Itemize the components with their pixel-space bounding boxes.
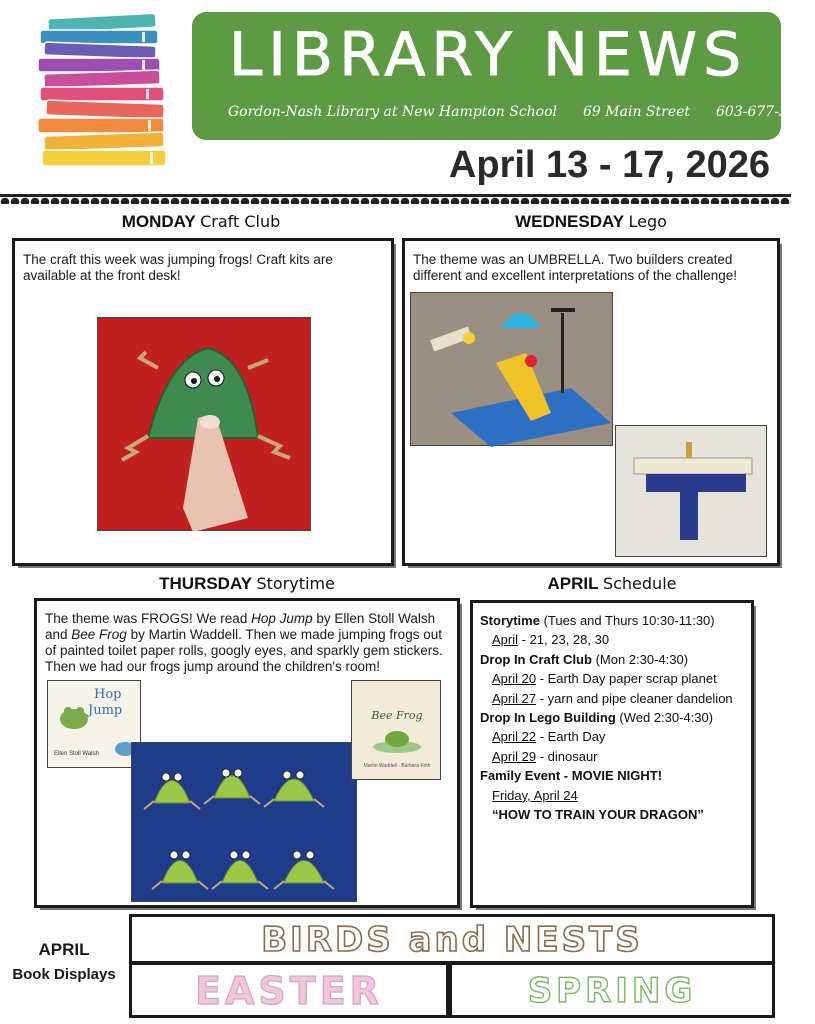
paper-frog-craft-photo xyxy=(97,317,311,531)
hop-jump-cover-title-a: Hop xyxy=(94,687,122,702)
lego-item-date: April 29 xyxy=(492,748,537,764)
display-birds-nests-text: BIRDS and NESTS xyxy=(261,920,643,960)
book-title-bee-frog: Bee Frog xyxy=(71,627,127,642)
book-title-hop-jump: Hop Jump xyxy=(251,611,313,626)
wednesday-panel xyxy=(402,238,780,566)
newsletter-banner xyxy=(192,12,815,140)
thursday-text xyxy=(45,611,455,675)
library-info xyxy=(228,104,815,120)
schedule-heading xyxy=(470,574,754,594)
schedule-list xyxy=(480,611,750,824)
frog-illustration-icon xyxy=(54,689,94,745)
display-spring xyxy=(449,962,775,1018)
library-address: 69 Main Street xyxy=(583,104,691,120)
craft-time: (Mon 2:30-4:30) xyxy=(595,651,689,667)
monday-panel xyxy=(12,238,394,566)
monday-day: MONDAY xyxy=(121,212,196,231)
display-spring-text: SPRING xyxy=(527,971,697,1011)
book-displays-title: Book Displays xyxy=(12,966,116,983)
book-displays-month: APRIL xyxy=(38,940,90,959)
wednesday-day: WEDNESDAY xyxy=(515,212,624,231)
schedule-heading-month: APRIL xyxy=(547,574,599,593)
library-name: Gordon-Nash Library at New Hampton School xyxy=(228,104,558,120)
bee-frog-cover-author: Martin Waddell · Barbara Firth xyxy=(363,763,431,769)
frog-illustration-icon xyxy=(370,725,424,755)
wednesday-heading xyxy=(402,212,780,232)
wednesday-event: Lego xyxy=(628,212,667,231)
lego-time: (Wed 2:30-4:30) xyxy=(619,710,714,726)
monday-event: Craft Club xyxy=(200,212,281,231)
monday-heading xyxy=(12,212,390,232)
lego-item-date: April 22 xyxy=(492,729,537,745)
schedule-panel xyxy=(470,600,754,908)
thursday-text-part: The theme was FROGS! We read xyxy=(45,611,252,626)
storytime-row xyxy=(480,611,750,630)
newsletter-date: April 13 - 17, 2026 xyxy=(448,144,770,186)
lego-umbrella-tower-photo xyxy=(615,425,767,557)
lego-umbrella-build-photo xyxy=(410,292,613,446)
display-easter xyxy=(129,962,449,1018)
newsletter-title: LIBRARY NEWS xyxy=(228,20,748,90)
hop-jump-cover-title-b: Jump xyxy=(88,703,123,718)
library-phone: 603-677-3740 xyxy=(716,104,815,120)
craft-item-desc: - Earth Day paper scrap planet xyxy=(536,671,717,687)
storytime-month: April xyxy=(492,632,519,648)
lego-item-desc: - dinosaur xyxy=(536,748,598,764)
frog-crafts-photo xyxy=(131,742,357,902)
thursday-heading xyxy=(34,574,460,594)
schedule-heading-label: Schedule xyxy=(602,574,677,593)
craft-item-desc: - yarn and pipe cleaner dandelion xyxy=(536,690,733,706)
stack-of-books-icon xyxy=(34,14,184,180)
craft-item-date: April 20 xyxy=(492,671,537,687)
lego-row xyxy=(480,708,750,727)
wednesday-text: The theme was an UMBRELLA. Two builders created different and excellent interpretations of the challenge! xyxy=(413,252,737,283)
monday-text: The craft this week was jumping frogs! Craft kits are available at the front desk! xyxy=(23,252,333,283)
craft-label: Drop In Craft Club xyxy=(480,651,592,667)
lego-item xyxy=(480,747,750,766)
storytime-dates-row xyxy=(480,630,750,649)
book-displays-label xyxy=(0,940,128,983)
craft-item xyxy=(480,669,750,688)
storytime-time: (Tues and Thurs 10:30-11:30) xyxy=(543,613,715,628)
lego-item-desc: - Earth Day xyxy=(536,729,606,745)
family-event-label: Family Event - MOVIE NIGHT! xyxy=(480,768,663,784)
hop-jump-book-cover xyxy=(47,680,141,768)
craft-row xyxy=(480,650,750,669)
thursday-text-part: by Ellen Stoll Walsh and xyxy=(45,611,436,642)
family-event-date: Friday, April 24 xyxy=(492,787,578,803)
thursday-text-part: by Martin Waddell. Then we made jumping frogs out of painted toilet paper rolls, googly eyes, and sparkly gem stickers. Then we had our frogs jump around the children's room! xyxy=(45,627,443,674)
family-event-movie: “HOW TO TRAIN YOUR DRAGON” xyxy=(492,807,704,823)
dotted-divider xyxy=(0,194,791,204)
bee-frog-cover-title: Bee Frog xyxy=(371,709,423,722)
thursday-panel xyxy=(34,598,460,908)
bee-frog-book-cover xyxy=(351,680,441,780)
display-birds-nests xyxy=(129,914,775,964)
thursday-event: Storytime xyxy=(256,574,335,593)
lego-label: Drop In Lego Building xyxy=(480,710,616,726)
thursday-day: THURSDAY xyxy=(159,574,252,593)
hop-jump-cover-author: Ellen Stoll Walsh xyxy=(54,751,99,757)
lego-item xyxy=(480,727,750,746)
craft-item xyxy=(480,689,750,708)
storytime-dates: - 21, 23, 28, 30 xyxy=(518,632,610,648)
display-easter-text: EASTER xyxy=(195,969,383,1013)
storytime-label: Storytime xyxy=(480,613,540,628)
craft-item-date: April 27 xyxy=(492,690,537,706)
